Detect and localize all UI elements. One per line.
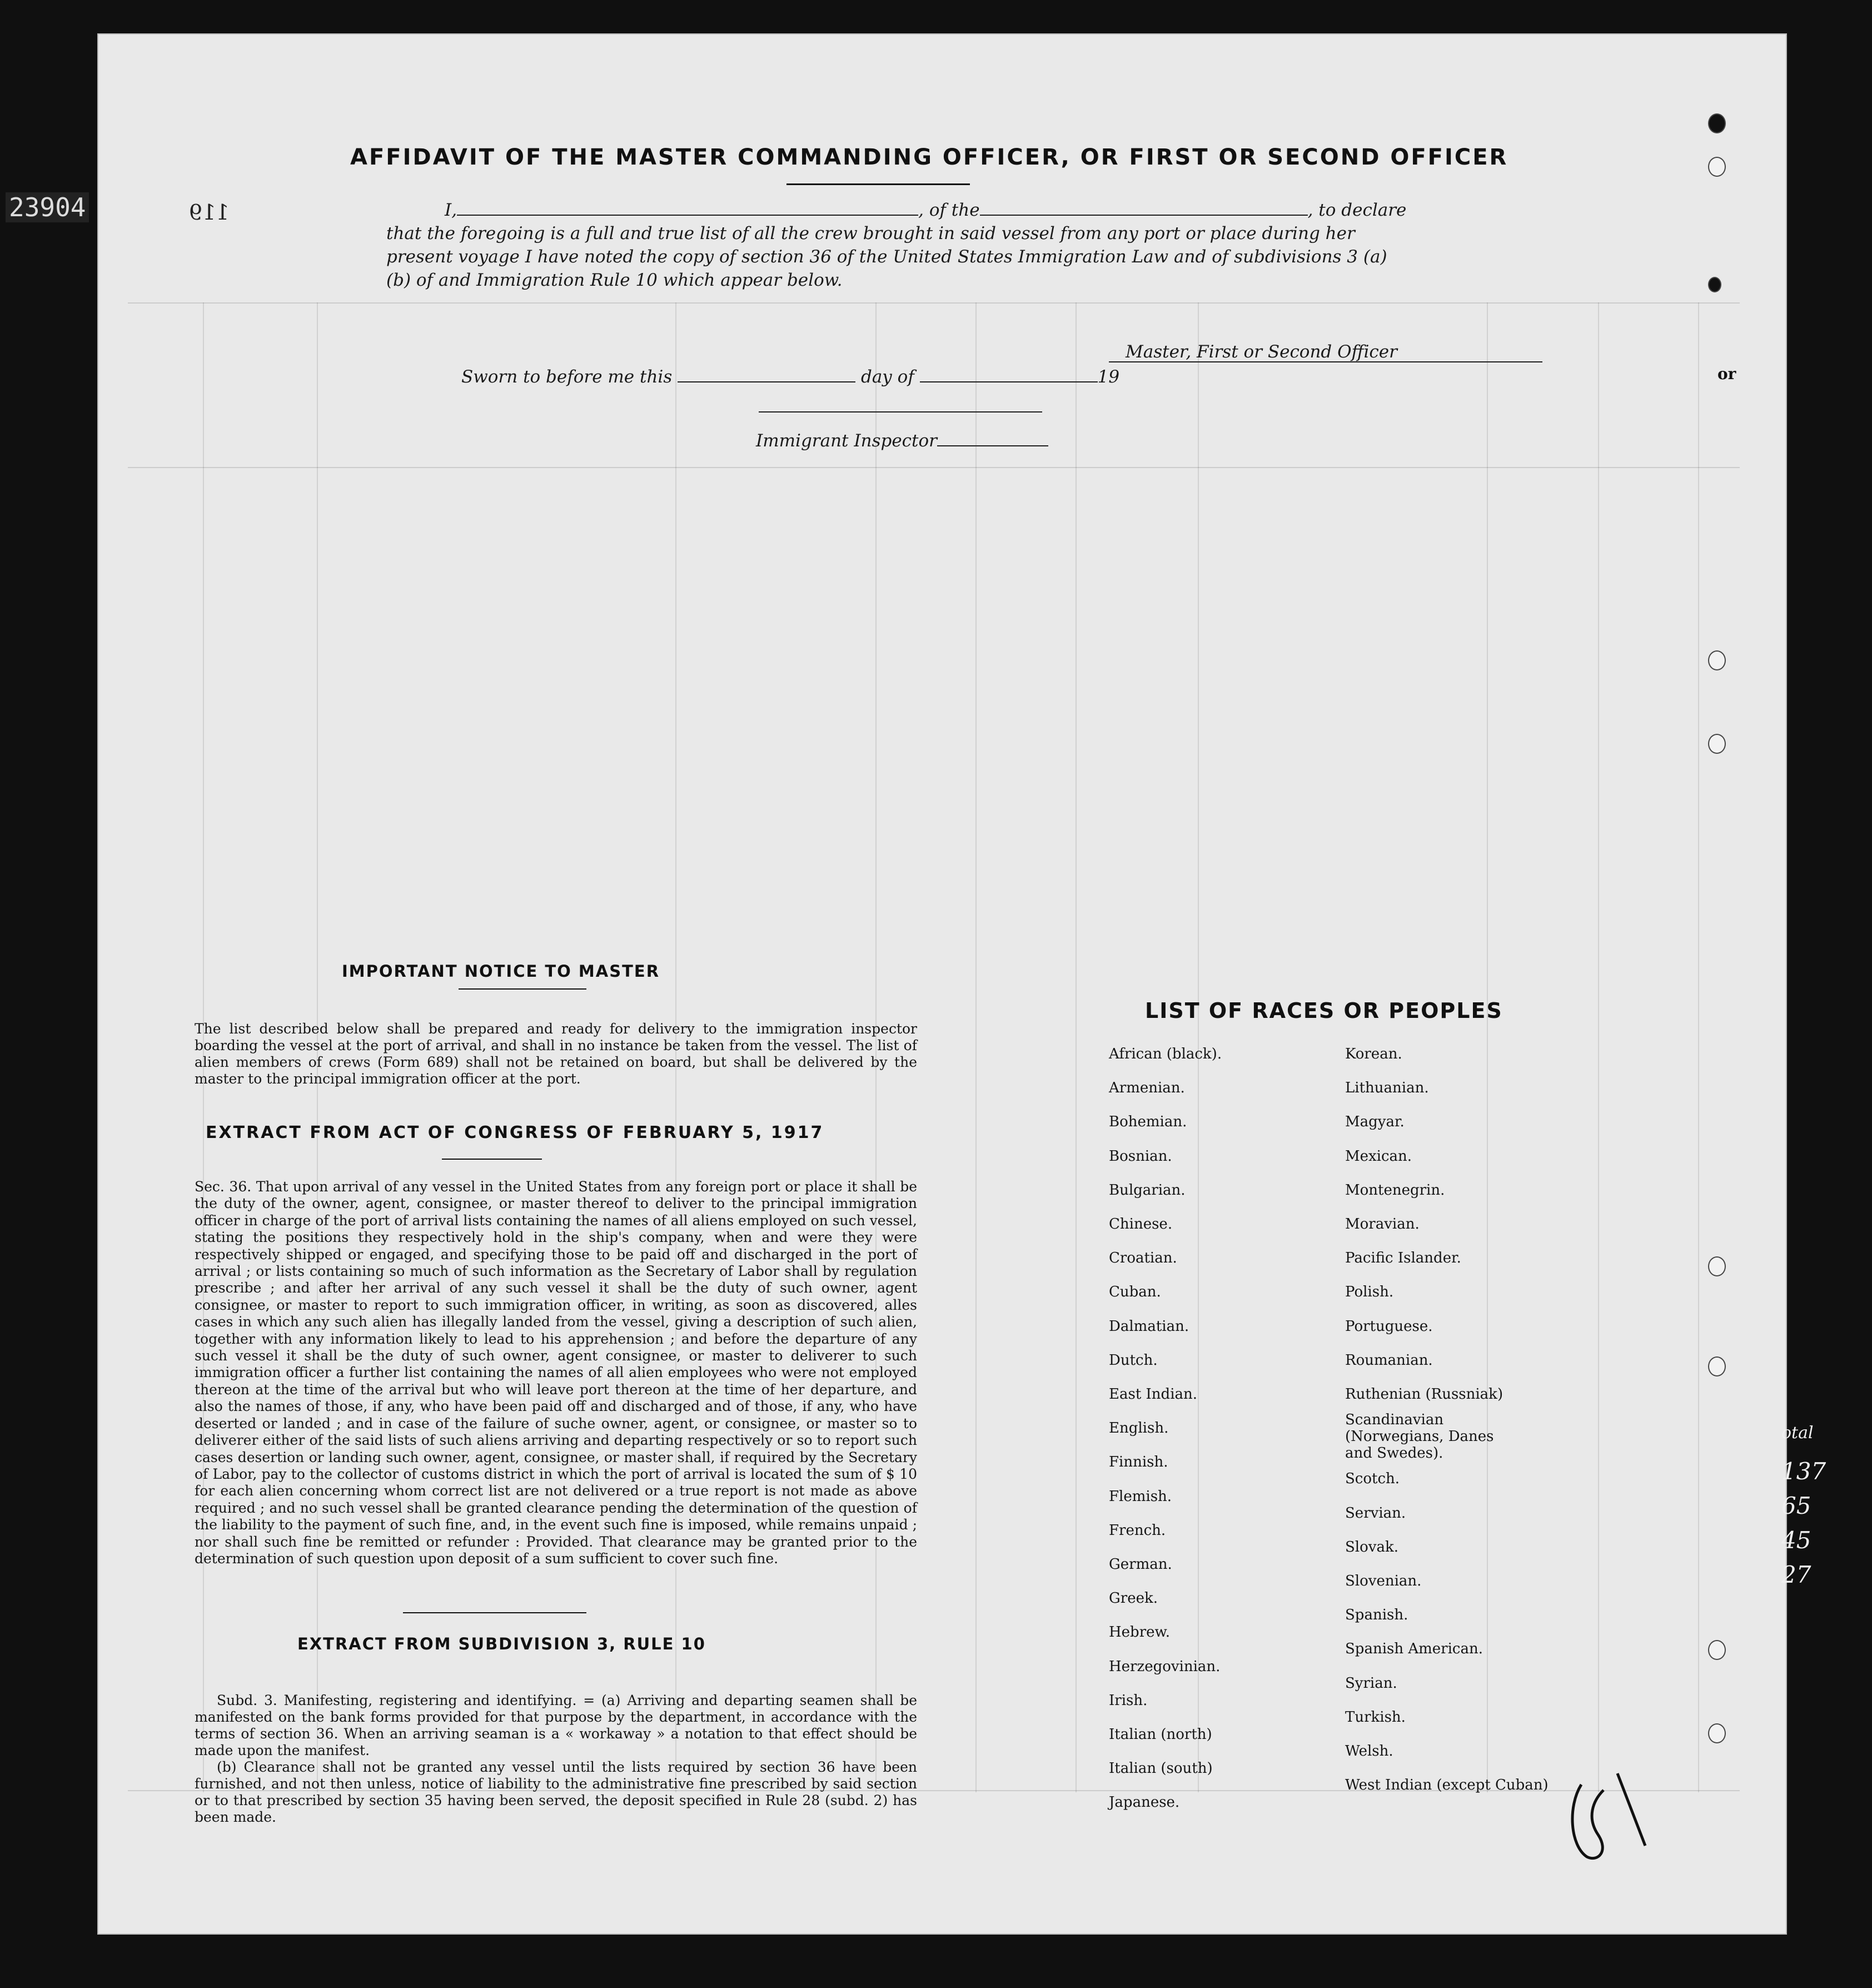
rule-extract-body [195,1692,917,1826]
race-entry: Magyar. [1345,1114,1405,1131]
binder-hole [1708,277,1721,292]
margin-or-mark: or [1717,365,1736,383]
race-entry: Japanese. [1109,1794,1180,1811]
bleed-through-rule [975,302,977,1792]
notice-underline [459,988,586,990]
race-entry: West Indian (except Cuban) [1345,1777,1549,1794]
race-entry: Flemish. [1109,1488,1172,1505]
race-entry: Italian (north) [1109,1726,1212,1743]
race-entry: Slovenian. [1345,1573,1422,1590]
race-entry: Armenian. [1109,1080,1185,1097]
rule-extract-subd-b: (b) Clearance shall not be granted any vessel until the lists required by section 36 have been furnished, and not then unless, notice of liability to the administrative fine prescribed by said section or to that prescribed by section 35 having been served, the deposit specified in Rule 28 (subd. 2) has been made. [195,1759,917,1825]
binder-hole [1708,1356,1726,1376]
notice-body: The list described below shall be prepared and ready for delivery to the immigration inspector boarding the vessel at the port of arrival, and shall in no instance be taken from the vessel. The list of alien members of crews (Form 689) shall not be retained on board, but shall be delivered by the master to the principal immigration officer at the port. [195,1021,917,1087]
title-underline [786,183,970,185]
race-entry: African (black). [1109,1046,1222,1062]
binder-hole [1708,157,1726,177]
race-entry: Cuban. [1109,1284,1161,1301]
binder-hole [1708,1256,1726,1276]
race-entry: Roumanian. [1345,1351,1433,1369]
race-entry: Bulgarian. [1109,1181,1186,1199]
binder-hole [1708,734,1726,754]
signature-label: Master, First or Second Officer [1126,342,1397,362]
document-page [97,33,1787,1935]
binder-hole [1708,650,1726,670]
race-entry: East Indian. [1109,1386,1198,1403]
left-stamp-number: 23904 [6,192,89,222]
tally-entry: 65 [1781,1492,1811,1519]
race-entry: Polish. [1345,1284,1394,1301]
bleed-through-rule [1076,302,1077,1792]
races-left-column [1109,1037,1222,1820]
tally-entry: 27 [1781,1561,1811,1588]
inspector-line: Immigrant Inspector [756,431,1048,451]
act-extract-underline [442,1159,542,1160]
tally-entry: 45 [1781,1527,1811,1554]
race-entry: Spanish American. [1345,1641,1483,1658]
race-entry: Moravian. [1345,1216,1420,1233]
bleed-through-rule [1598,302,1599,1792]
races-title: LIST OF RACES OR PEOPLES [1145,998,1503,1023]
race-entry: Spanish. [1345,1607,1408,1624]
race-entry: Turkish. [1345,1708,1406,1726]
bleed-through-rule [1698,302,1699,1792]
affidavit-line-3: present voyage I have noted the copy of section 36 of the United States Immigration Law and of subdivisions 3 (a) [386,247,1387,267]
affidavit-line-1: I, , of the , to declare [445,200,1407,220]
race-entry: Chinese. [1109,1216,1173,1233]
race-entry: Bosnian. [1109,1147,1172,1165]
race-entry: Welsh. [1345,1743,1393,1760]
race-entry: Dutch. [1109,1351,1158,1369]
race-entry: Scotch. [1345,1470,1400,1488]
handwritten-mark [1565,1768,1654,1868]
affidavit-title: AFFIDAVIT OF THE MASTER COMMANDING OFFICER, OR FIRST OR SECOND OFFICER [350,145,1508,170]
notice-title: IMPORTANT NOTICE TO MASTER [342,962,660,981]
race-entry: Irish. [1109,1692,1148,1709]
rule-extract-subd-a: Subd. 3. Manifesting, registering and identifying. = (a) Arriving and departing seamen shall be manifested on the bank forms provided for that purpose by the department, in accordance with the terms of section 36. When an arriving seaman is a « workaway » a notation to that effect should be made upon the manifest. [195,1692,917,1758]
races-right-column [1345,1037,1549,1802]
race-entry: Hebrew. [1109,1624,1170,1641]
race-entry: Lithuanian. [1345,1080,1429,1097]
binder-hole [1708,1640,1726,1660]
race-entry: French. [1109,1522,1166,1539]
race-entry: Mexican. [1345,1147,1412,1165]
race-entry: Montenegrin. [1345,1181,1445,1199]
rule-extract-title: EXTRACT FROM SUBDIVISION 3, RULE 10 [297,1634,706,1653]
race-entry: Servian. [1345,1504,1406,1522]
race-entry: Herzegovinian. [1109,1658,1221,1675]
sworn-line: Sworn to before me this day of 19 [461,367,1120,387]
race-entry: Italian (south) [1109,1760,1213,1777]
race-entry: Portuguese. [1345,1318,1433,1335]
inspector-signature-line [759,411,1042,412]
act-extract-title: EXTRACT FROM ACT OF CONGRESS OF FEBRUARY 5, 1917 [206,1123,824,1142]
act-extract-body: Sec. 36. That upon arrival of any vessel in the United States from any foreign port or place it shall be the duty of the owner, agent, consignee, or master thereof to deliver to the principal immigration officer in charge of the port of arrival lists containing the names of all aliens employed on such vessel, stating the positions they respectively hold in the ship's company, when and were they were respectively shipped or engaged, and specifying those to be paid off and discharged in the port of arrival ; or lists containing so much of such information as the Secretary of Labor shall by regulation prescribe ; and after her arrival of any such vessel it shall be the duty of such owner, agent consignee, or master to report to such immigration officer, in writing, as soon as discovered, alles cases in which any such alien has illegally landed from the vessel, giving a description of such alien, together with any information likely to lead to his apprehension ; and before the departure of any such vessel it shall be the duty of such owner, agent consignee, or master to deliverer to such immigration officer a further list containing the names of all alien employees who were not employed thereon at the time of the arrival but who will leave port thereon at the time of her departure, and also the names of those, if any, who have been paid off and discharged and of those, if any, who have deserted or landed ; and in case of the failure of suche owner, agent, or consignee, or master so to deliverer either of the said lists of such aliens arriving and departing respectively or so to report such cases desertion or landing such owner, agent, consignee, or master shall, if required by the Secretary of Labor, pay to the collector of customs district in which the port of arrival is located the sum of $ 10 for each alien concerning whom correct list are not delivered or a true report is not made as above required ; and no such vessel shall be granted clearance pending the determination of the question of the liability to the payment of such fine, and, in the event such fine is imposed, while remains unpaid ; nor shall such fine be remitted or refunder : Provided. That clearance may be granted prior to the determination of such question upon deposit of a sum sufficient to cover such fine. [195,1179,917,1567]
race-entry: English. [1109,1420,1169,1437]
race-entry: German. [1109,1556,1172,1573]
race-entry: Korean. [1345,1046,1402,1062]
race-entry: Greek. [1109,1590,1158,1607]
race-entry: Pacific Islander. [1345,1250,1461,1267]
race-entry: Ruthenian (Russniak) [1345,1386,1503,1403]
bleed-through-rule [128,302,1740,304]
race-entry: Finnish. [1109,1454,1168,1471]
race-entry: Dalmatian. [1109,1318,1189,1335]
race-entry: Syrian. [1345,1674,1397,1692]
rule-extract-overline [403,1612,586,1613]
tally-entry: 137 [1781,1458,1826,1485]
race-entry: Bohemian. [1109,1114,1187,1131]
race-entry: Slovak. [1345,1538,1398,1555]
race-entry: Scandinavian (Norwegians, Danes and Swedes). [1345,1412,1494,1462]
race-entry: Croatian. [1109,1250,1177,1267]
page-number: 119 [189,200,230,225]
binder-hole [1708,1723,1726,1743]
affidavit-line-2: that the foregoing is a full and true list of all the crew brought in said vessel from any port or place during her [386,223,1355,243]
affidavit-line-4: (b) of and Immigration Rule 10 which appear below. [386,270,843,290]
bleed-through-rule [128,467,1740,468]
tally-entry: otal [1781,1423,1814,1443]
binder-hole [1708,113,1726,133]
